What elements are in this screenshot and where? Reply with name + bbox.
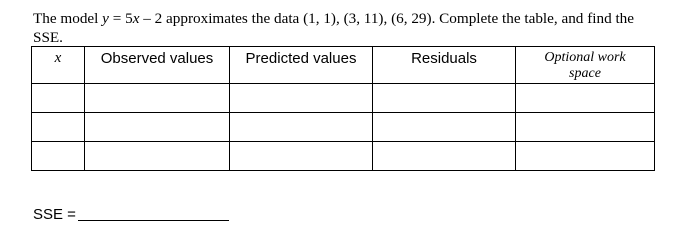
cell-x[interactable] bbox=[32, 142, 85, 171]
table-row bbox=[32, 113, 655, 142]
optional-line-2: space bbox=[569, 66, 601, 81]
cell-observed[interactable] bbox=[85, 113, 230, 142]
cell-predicted[interactable] bbox=[230, 113, 373, 142]
table-row bbox=[32, 142, 655, 171]
cell-observed[interactable] bbox=[85, 84, 230, 113]
header-x: x bbox=[32, 47, 85, 84]
cell-optional[interactable] bbox=[516, 142, 655, 171]
header-observed-values: Observed values bbox=[85, 47, 230, 84]
cell-residual[interactable] bbox=[373, 113, 516, 142]
cell-optional[interactable] bbox=[516, 113, 655, 142]
header-residuals: Residuals bbox=[373, 47, 516, 84]
problem-statement bbox=[33, 9, 663, 47]
optional-line-1: Optional work bbox=[544, 50, 626, 65]
cell-observed[interactable] bbox=[85, 142, 230, 171]
cell-x[interactable] bbox=[32, 84, 85, 113]
cell-optional[interactable] bbox=[516, 84, 655, 113]
cell-predicted[interactable] bbox=[230, 84, 373, 113]
cell-predicted[interactable] bbox=[230, 142, 373, 171]
residuals-table bbox=[31, 46, 655, 171]
header-optional-work-space bbox=[516, 47, 655, 84]
model-variable-y: y bbox=[102, 10, 109, 27]
table-header-row bbox=[32, 47, 655, 84]
header-predicted-values: Predicted values bbox=[230, 47, 373, 84]
model-equals: = 5 bbox=[108, 10, 133, 27]
prompt-rest: – 2 approximates the data (1, 1), (3, 11), (6, 29). Complete the table, and find the SSE. bbox=[33, 10, 635, 46]
table-row bbox=[32, 84, 655, 113]
cell-residual[interactable] bbox=[373, 142, 516, 171]
cell-x[interactable] bbox=[32, 113, 85, 142]
cell-residual[interactable] bbox=[373, 84, 516, 113]
prompt-intro: The model bbox=[33, 10, 103, 27]
sse-answer-blank[interactable] bbox=[78, 220, 229, 221]
model-variable-x: x bbox=[132, 10, 140, 27]
sse-label: SSE = bbox=[33, 206, 76, 223]
